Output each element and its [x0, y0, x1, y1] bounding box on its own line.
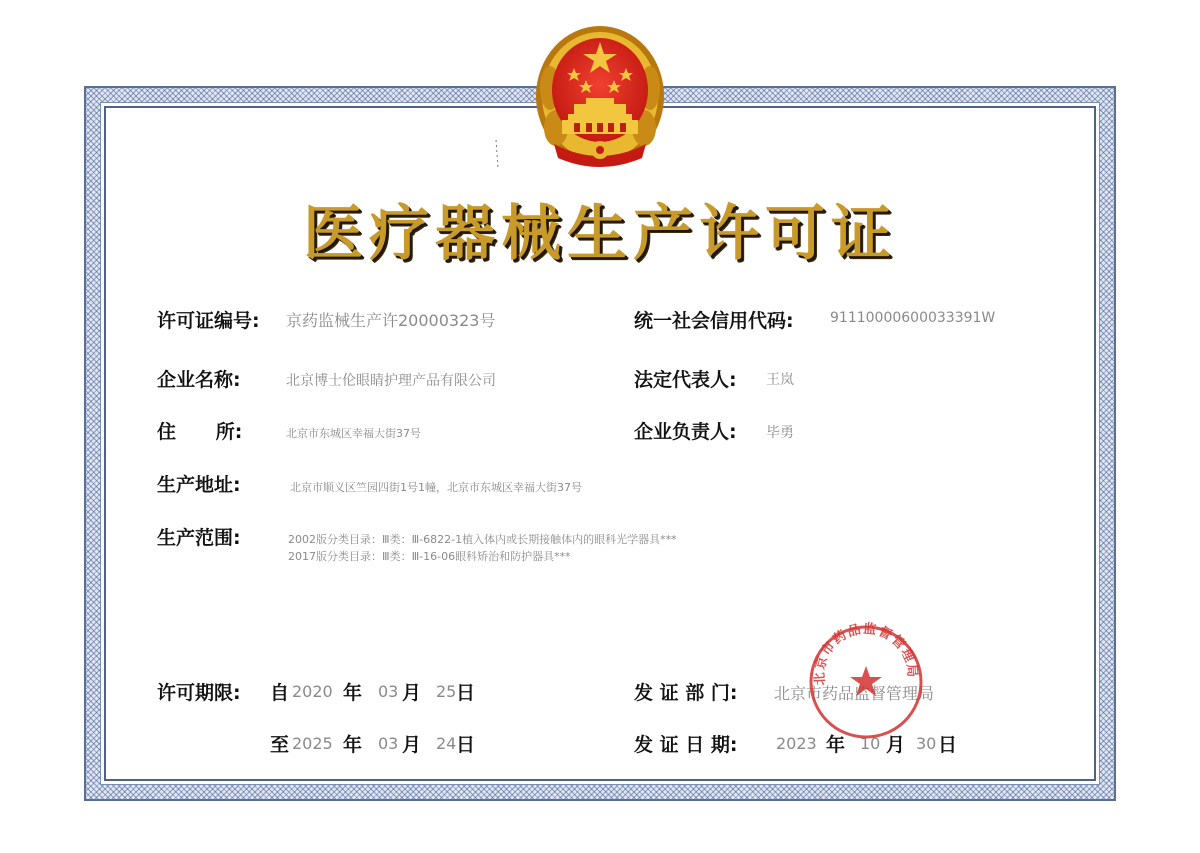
issue-date-day-word: 日: [938, 734, 958, 756]
validity-from-month: 03: [378, 682, 399, 701]
company-name-label: 企业名称:: [157, 369, 241, 391]
validity-label: 许可期限:: [157, 682, 241, 704]
production-scope-line-1: 2002版分类目录：Ⅲ类：Ⅲ-6822-1植入体内或长期接触体内的眼科光学器具***: [288, 533, 677, 546]
issuer-label: 发 证 部 门:: [634, 682, 738, 704]
scan-mark: [492, 140, 502, 170]
validity-from-year: 2020: [292, 682, 333, 701]
validity-from-year-word: 年: [343, 682, 363, 704]
company-name-value: 北京博士伦眼睛护理产品有限公司: [286, 373, 496, 389]
validity-from-month-word: 月: [402, 682, 422, 704]
legal-rep-label: 法定代表人:: [634, 369, 737, 391]
issue-date-year-word: 年: [826, 734, 846, 756]
national-emblem: [534, 18, 666, 168]
credit-code-label: 统一社会信用代码:: [634, 310, 794, 332]
issue-date-label: 发 证 日 期:: [634, 734, 738, 756]
license-no-value: 京药监械生产许20000323号: [286, 311, 496, 330]
validity-to-word: 至: [270, 734, 290, 756]
person-in-charge-value: 毕勇: [766, 425, 794, 441]
validity-from-day: 25: [436, 682, 457, 701]
issue-date-day: 30: [916, 734, 937, 753]
residence-label: 住 所:: [157, 421, 243, 443]
validity-to-day-word: 日: [456, 734, 476, 756]
production-address-value: 北京市顺义区竺园四街1号1幢，北京市东城区幸福大街37号: [290, 481, 582, 494]
residence-value: 北京市东城区幸福大街37号: [286, 427, 421, 440]
production-scope-line-2: 2017版分类目录：Ⅲ类：Ⅲ-16-06眼科矫治和防护器具***: [288, 550, 571, 563]
validity-to-year: 2025: [292, 734, 333, 753]
validity-to-month-word: 月: [402, 734, 422, 756]
certificate-title: 医疗器械生产许可证: [303, 199, 897, 269]
issuer-value: 北京市药品监督管理局: [774, 684, 935, 703]
production-scope-label: 生产范围:: [157, 527, 241, 549]
person-in-charge-label: 企业负责人:: [634, 421, 737, 443]
issue-date-month-word: 月: [886, 734, 906, 756]
seal-text: 北京市药品监督管理局: [812, 622, 920, 686]
validity-to-year-word: 年: [343, 734, 363, 756]
validity-from-word: 自: [270, 682, 290, 704]
issue-date-month: 10: [860, 734, 881, 753]
issue-date-year: 2023: [776, 734, 817, 753]
license-no-label: 许可证编号:: [157, 310, 260, 332]
validity-to-day: 24: [436, 734, 457, 753]
official-seal: [806, 622, 926, 742]
validity-to-month: 03: [378, 734, 399, 753]
validity-from-day-word: 日: [456, 682, 476, 704]
production-address-label: 生产地址:: [157, 474, 241, 496]
credit-code-value: 91110000600033391W: [830, 310, 996, 326]
legal-rep-value: 王岚: [766, 372, 794, 388]
